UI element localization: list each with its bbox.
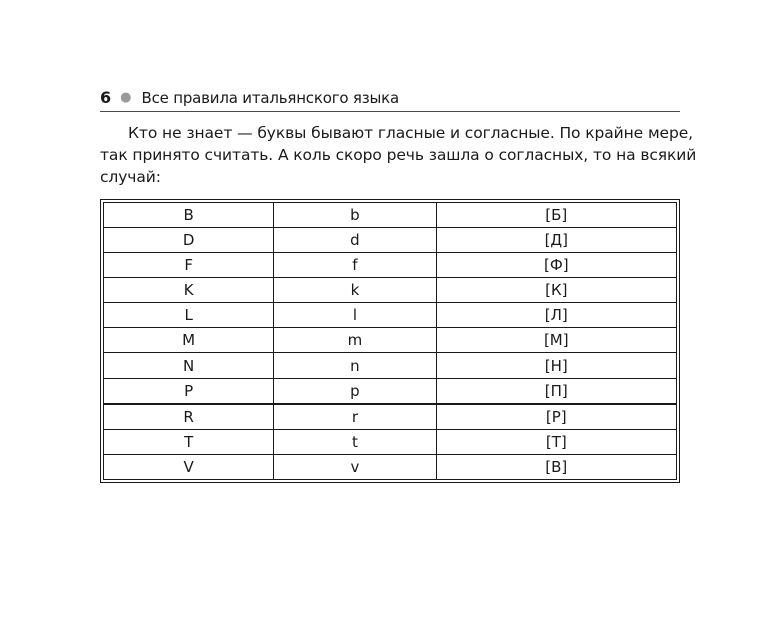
table-row (104, 404, 677, 430)
paragraph-line: так принято считать. А коль скоро речь зашла о согласных, то на всякий (100, 146, 697, 164)
uppercase-letter: K (104, 278, 274, 303)
pronunciation: [Б] (436, 203, 676, 228)
lowercase-letter: v (274, 454, 436, 479)
lowercase-letter: m (274, 328, 436, 353)
uppercase-letter: M (104, 328, 274, 353)
uppercase-letter: F (104, 253, 274, 278)
uppercase-letter: D (104, 228, 274, 253)
table-row (104, 228, 677, 253)
table-row (104, 328, 677, 353)
page-header (100, 88, 680, 112)
uppercase-letter: T (104, 429, 274, 454)
pronunciation: [П] (436, 378, 676, 404)
lowercase-letter: p (274, 378, 436, 404)
uppercase-letter: V (104, 454, 274, 479)
uppercase-letter: P (104, 378, 274, 404)
table-row (104, 454, 677, 479)
lowercase-letter: n (274, 353, 436, 378)
uppercase-letter: N (104, 353, 274, 378)
uppercase-letter: R (104, 404, 274, 430)
pronunciation: [Т] (436, 429, 676, 454)
pronunciation: [Р] (436, 404, 676, 430)
lowercase-letter: f (274, 253, 436, 278)
lowercase-letter: r (274, 404, 436, 430)
paragraph-line: Кто не знает — буквы бывают гласные и согласные. По крайне мере, (128, 124, 693, 142)
paragraph-line: случай: (100, 168, 161, 186)
table-row (104, 203, 677, 228)
lowercase-letter: k (274, 278, 436, 303)
running-title: Все правила итальянского языка (141, 89, 400, 107)
bullet-separator-icon: ● (120, 90, 132, 105)
table-row (104, 278, 677, 303)
page-number: 6 (100, 88, 112, 107)
pronunciation: [Д] (436, 228, 676, 253)
uppercase-letter: L (104, 303, 274, 328)
pronunciation: [Л] (436, 303, 676, 328)
table-row (104, 429, 677, 454)
pronunciation: [В] (436, 454, 676, 479)
pronunciation: [Ф] (436, 253, 676, 278)
body-paragraph (100, 122, 697, 188)
consonants-table-frame (100, 199, 680, 483)
pronunciation: [Н] (436, 353, 676, 378)
pronunciation: [К] (436, 278, 676, 303)
lowercase-letter: d (274, 228, 436, 253)
lowercase-letter: l (274, 303, 436, 328)
table-row (104, 353, 677, 378)
pronunciation: [М] (436, 328, 676, 353)
table-row (104, 303, 677, 328)
consonants-table (103, 202, 677, 480)
lowercase-letter: b (274, 203, 436, 228)
lowercase-letter: t (274, 429, 436, 454)
table-row (104, 253, 677, 278)
table-row (104, 378, 677, 404)
uppercase-letter: B (104, 203, 274, 228)
